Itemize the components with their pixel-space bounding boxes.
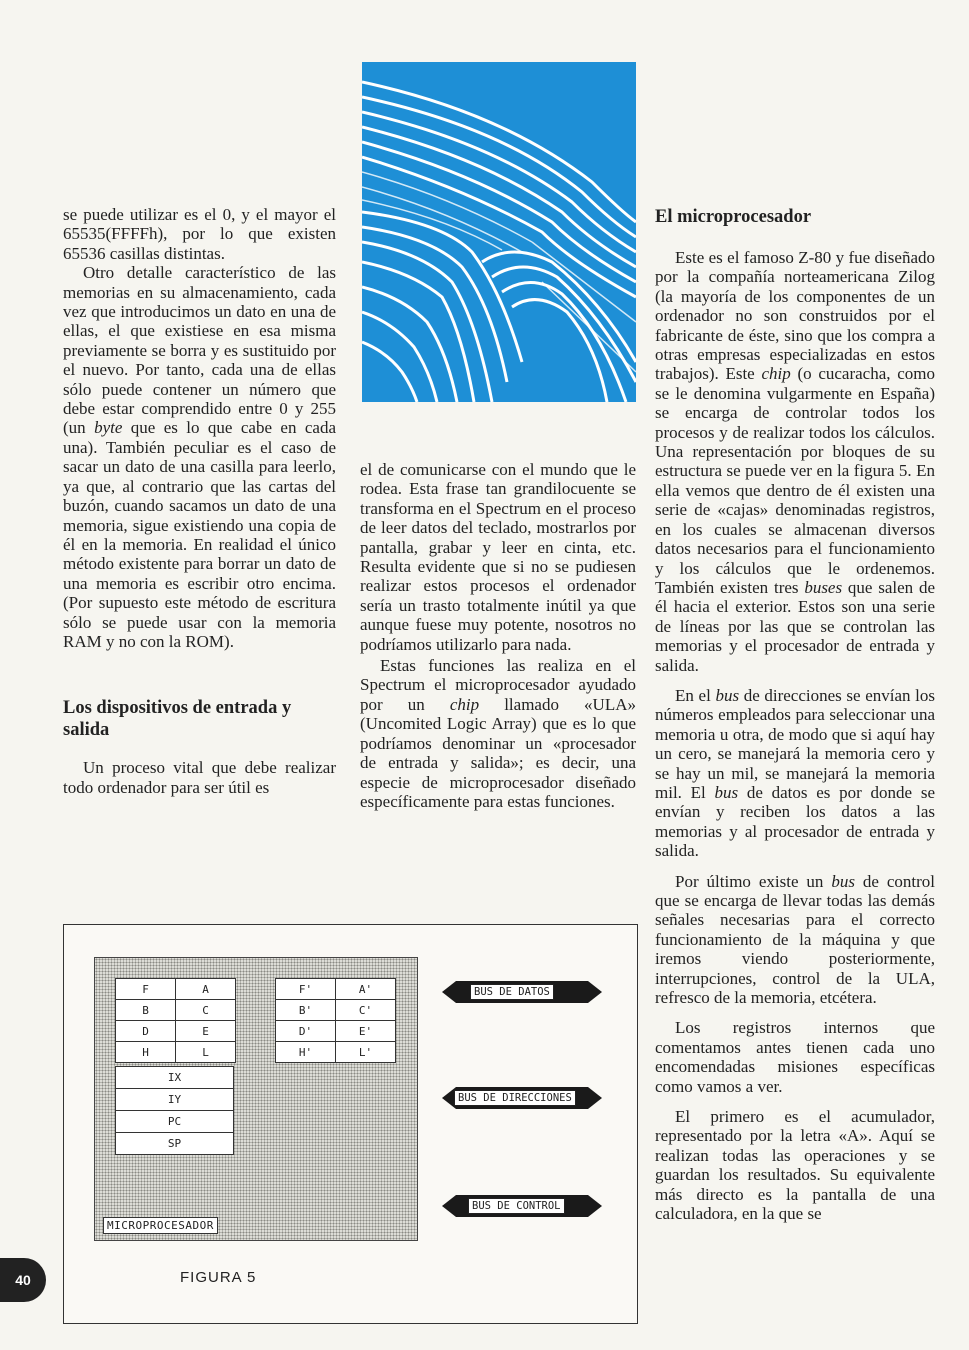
italic-term: chip — [449, 694, 480, 714]
left-column — [63, 205, 336, 797]
text-run: (o cucaracha, como se le denomina vulgarmente en España) se encarga de controlar todos los procesos y de realizar todos los cálculos. Una representación por bloques de su estructura se puede ver en la figura 5. En ella vemos que dentro de él existen una serie de «cajas» denominadas registros, en los cuales se almacenan diversos datos necesarios para el funcionamiento y los cálculos que le ordenemos. También existen tres — [655, 364, 935, 597]
page-number: 40 — [0, 1258, 46, 1302]
register-cell: A — [176, 979, 236, 1000]
alternate-register-table — [275, 978, 396, 1063]
register-row — [276, 979, 396, 1000]
text-run: que es lo que cabe en cada una). También peculiar es el caso de sacar un dato de una casilla para leerlo, ya que, al contrario que las cartas del buzón, cuando sacamos un dato de una memoria, sigue existiendo una copia de él en la memoria. En realidad el único método existente para borrar un dato de una memoria es escribir otro encima. (Por supuesto este método de escritura sólo se puede usar con la memoria RAM y no con la ROM). — [63, 418, 336, 651]
left-paragraph-2 — [63, 263, 336, 651]
text-run: de datos es por donde se envían y reciben los datos a las memorias y al procesador de entrada y salida. — [655, 782, 935, 861]
register-iy: IY — [115, 1088, 234, 1111]
register-row — [276, 1042, 396, 1063]
section-heading-io: Los dispositivos de entrada y salida — [63, 698, 292, 741]
middle-paragraph-1: el de comunicarse con el mundo que le rodea. Esta frase tan grandilocuente se transforma en el Spectrum en el proceso de leer datos del teclado, mostrarlos por pantalla, grabar y leer en cinta, etc. Resulta evidente que si no se pudiesen realizar estos procesos el ordenador sería un trasto totalmente inútil ya que aunque fuese muy potente, nosotros no podríamos utilizarlo para nada. — [360, 460, 636, 654]
bus-control-label: BUS DE CONTROL — [468, 1198, 565, 1214]
text-run: de control que se encarga de llevar todas las demás señales necesarias para el correcto funcionamiento de la máquina y que iremos viendo posteriormente, interrupciones, control de la ULA, refresco de la memoria, etcétera. — [655, 871, 935, 1008]
cpu-block-diagram — [94, 957, 418, 1241]
register-ix: IX — [115, 1066, 234, 1089]
bus-address-label: BUS DE DIRECCIONES — [454, 1090, 576, 1106]
cpu-label: MICROPROCESADOR — [103, 1217, 218, 1234]
register-cell: L' — [336, 1042, 396, 1063]
text-run: que salen de él hacia el exterior. Estos son una serie de líneas por las que se controlan las memorias y el procesador de entrada y salida. — [655, 577, 935, 675]
bus-data-arrow — [442, 981, 602, 1003]
left-paragraph-1: se puede utilizar es el 0, y el mayor el 65535(FFFFh), por lo que existen 65536 casillas distintas. — [63, 205, 336, 263]
italic-term: bus — [714, 782, 739, 802]
register-row — [116, 1042, 236, 1063]
register-pc: PC — [115, 1110, 234, 1133]
register-row — [276, 1000, 396, 1021]
text-run: Otro detalle característico de las memorias en su almacenamiento, cada vez que introducimos un dato en una de ellas, el que existiese en esa misma previamente se borra y es sustituido por el nuevo. Por tanto, cada una de ellas sólo puede contener un número que debe estar comprendido entre 0 y 255 (un — [63, 263, 336, 438]
register-cell: A' — [336, 979, 396, 1000]
right-paragraph-4: Los registros internos que comentamos antes tienen cada uno encomendadas misiones específicas como vamos a ver. — [655, 1018, 935, 1096]
italic-term: byte — [94, 418, 123, 438]
text-run: llamado «ULA» (Uncomited Logic Array) que es lo que podríamos denominar un «procesador de entrada y salida»; es decir, una especie de microprocesador diseñado específicamente para estas funciones. — [360, 694, 636, 811]
decorative-artwork — [362, 62, 636, 402]
text-run: Por último existe un — [675, 871, 832, 891]
right-paragraph-2 — [655, 686, 935, 861]
right-paragraph-5: El primero es el acumulador, representado por la letra «A». Aquí se realizan todas las operaciones y se guardan los resultados. Su equivalente más directo es la pantalla de una calculadora, en la que se — [655, 1107, 935, 1224]
register-cell: L — [176, 1042, 236, 1063]
right-paragraph-3 — [655, 872, 935, 1008]
right-column — [655, 248, 935, 1224]
figure-5 — [63, 924, 638, 1324]
middle-column — [360, 460, 636, 811]
figure-caption: FIGURA 5 — [180, 1269, 257, 1286]
register-cell: D — [116, 1021, 176, 1042]
register-row — [116, 979, 236, 1000]
bus-control-arrow — [442, 1195, 602, 1217]
main-register-table — [115, 978, 236, 1063]
register-cell: C — [176, 1000, 236, 1021]
italic-term: bus — [715, 685, 740, 705]
register-cell: D' — [276, 1021, 336, 1042]
register-cell: H — [116, 1042, 176, 1063]
bus-data-label: BUS DE DATOS — [470, 984, 554, 1000]
right-paragraph-1 — [655, 248, 935, 675]
register-cell: B' — [276, 1000, 336, 1021]
register-cell: C' — [336, 1000, 396, 1021]
register-cell: B — [116, 1000, 176, 1021]
register-row — [116, 1021, 236, 1042]
middle-paragraph-2 — [360, 656, 636, 811]
left-paragraph-3: Un proceso vital que debe realizar todo ordenador para ser útil es — [63, 758, 336, 797]
section-heading-microprocessor: El microprocesador — [655, 207, 812, 227]
text-run: Estas funciones las realiza en el Spectrum el microprocesador ayudado por un — [360, 656, 636, 714]
text-run: de direcciones se envían los números empleados para seleccionar una memoria u otra, de modo que si aquí hay un cero, se manejará la memoria cero y se hay un mil, se manejará la memoria mil. El — [655, 685, 936, 802]
register-sp: SP — [115, 1132, 234, 1155]
italic-term: bus — [831, 871, 855, 891]
register-cell: F — [116, 979, 176, 1000]
register-row — [276, 1021, 396, 1042]
register-cell: H' — [276, 1042, 336, 1063]
italic-term: buses — [804, 577, 843, 597]
register-cell: E' — [336, 1021, 396, 1042]
register-cell: E — [176, 1021, 236, 1042]
register-row — [116, 1000, 236, 1021]
text-run: Este es el famoso Z-80 y fue diseñado por la compañía norteamericana Zilog (la mayoría de los componentes de un ordenador no son construidos por el fabricante de éste, sino que los compra a otras empresas especializadas en estos trabajos). Este — [655, 248, 935, 384]
text-run: En el — [675, 685, 716, 705]
italic-term: chip — [761, 364, 791, 384]
register-cell: F' — [276, 979, 336, 1000]
bus-address-arrow — [442, 1087, 602, 1109]
abstract-wave-illustration — [362, 62, 636, 402]
